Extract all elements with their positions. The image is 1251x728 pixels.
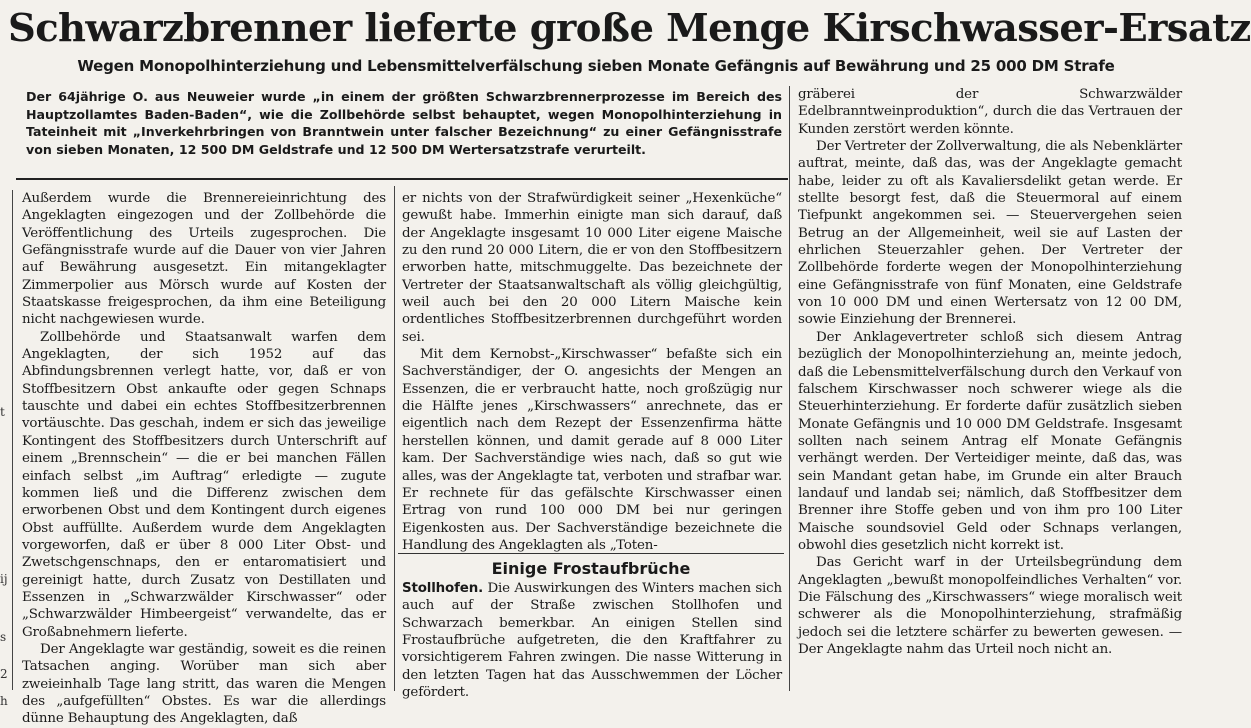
paragraph: Der Vertreter der Zollverwaltung, die als Nebenklärter auftrat, meinte, daß das, was der Angeklagte gemacht habe, leider zu oft als Kavaliersdelikt getan werde. Er stellte besorgt fest, daß die Steuermoral auf einem Tiefpunkt angekommen sei. — Steuervergehen seien Betrug an der Allgemeinheit, weil sie auf Lasten der ehrlichen Steuerzahler gehen. Der Vertreter der Zollbehörde forderte wegen der Monopolhinterziehung eine Gefängnisstrafe von fünf Monaten, eine Geldstrafe von 10 000 DM und einen Wertersatz von 12 00 DM, sowie Einziehung der Brennerei. [798, 139, 1182, 328]
margin-fragments [0, 190, 8, 709]
paragraph: Der Angeklagte war geständig, soweit es die reinen Tatsachen anging. Worüber man sich aber zweieinhalb Tage lang stritt, das waren die Mengen des „aufgefüllten“ Obstes. Es war die allerdings dünne Behauptung des Angeklagten, daß [22, 641, 386, 727]
article-column-3 [798, 86, 1182, 658]
dateline: Stollhofen. [402, 581, 484, 596]
paragraph: Zollbehörde und Staatsanwalt warfen dem Angeklagten, der sich 1952 auf das Abfindungsbrennen verlegt hatte, vor, daß er von Stoffbesitzern Obst ankaufte oder gegen Schnaps tauschte und dabei ein echtes Stoffbesitzerbrennen vortäuschte. Das geschah, indem er sich das jeweilige Kontingent des Stoffbesitzers durch Unterschrift auf einem „Brennschein“ — die er bei manchen Fällen einfach selbst „im Auftrag“ erledigte — zugute kommen ließ und die Differenz zwischen dem erworbenen Obst und dem Kontingent durch eigenes Obst auffüllte. Außerdem wurde dem Angeklagten vorgeworfen, daß er über 8 000 Liter Obst- und Zwetschgenschnaps, den er entaromatisiert und gereinigt hatte, durch Zusatz von Destillaten und Essenzen in „Schwarzwälder Kirschwasser“ oder „Schwarzwälder Himbeergeist“ verwandelte, das er Großabnehmern lieferte. [22, 329, 386, 640]
box-rule [398, 553, 784, 554]
margin-fragment: t [0, 405, 5, 419]
lead-paragraph: Der 64jährige O. aus Neuweier wurde „in einem der größten Schwarzbrennerprozesse im Bereich des Hauptzollamtes Baden-Baden“, wie die Zollbehörde selbst behauptet, wegen Monopolhinterziehung in Tateinheit mit „Inverkehrbringen von Branntwein unter falscher Bezeichnung“ zu einer Gefängnisstrafe von sieben Monaten, 12 500 DM Geldstrafe und 12 500 DM Wertersatzstrafe verurteilt. [26, 89, 782, 157]
box-title: Einige Frostaufbrüche [491, 559, 691, 578]
margin-fragment: 2 [0, 667, 8, 682]
margin-fragment: ij [0, 572, 8, 587]
paragraph: er nichts von der Strafwürdigkeit seiner „Hexenküche“ gewußt habe. Immerhin einigte man sich darauf, daß der Angeklagte insgesamt 10 000 Liter eigene Maische zu den rund 20 000 Litern, die er von den Stoffbesitzern erworben hatte, mitschmuggelte. Das bezeichnete der Vertreter der Staatsanwaltschaft als völlig gleichgültig, weil auch bei den 20 000 Litern Maische kein ordentliches Stoffbesitzerbrennen durchgeführt worden sei. [402, 191, 782, 345]
paragraph: Mit dem Kernobst-„Kirschwasser“ befaßte sich ein Sachverständiger, der O. angesichts der Mengen an Essenzen, die er verbraucht hatte, noch großzügig nur die Hälfte jenes „Kirschwassers“ anrechnete, das er eigentlich nach dem Rezept der Essenzenfirma hätte herstellen können, und damit gerade auf 8 000 Liter kam. Der Sachverständige wies nach, daß so gut wie alles, was der Angeklagte tat, verboten und strafbar war. Er rechnete für das gefälschte Kirschwasser einen Ertrag von rund 100 000 DM bei nur geringen Eigenkosten aus. Der Sachverständige bezeichnete die Handlung des Angeklagten als „Toten- [402, 347, 782, 553]
article-column-2 [402, 190, 782, 554]
paragraph: Der Anklagevertreter schloß sich diesem Antrag bezüglich der Monopolhinterziehung an, meinte jedoch, daß die Lebensmittelverfälschung durch den Verkauf von falschem Kirschwasser noch schwerer wiege als die Steuerhinterziehung. Er forderte dafür zusätzlich sieben Monate Gefängnis und 10 000 DM Geldstrafe. Insgesamt sollten nach seinem Antrag elf Monate Gefängnis verhängt werden. Der Verteidiger meinte, daß das, was sein Mandant getan habe, im Grunde ein alter Brauch landauf und landab sei; nämlich, daß Stoffbesitzer dem Brenner ihre Stoffe geben und von ihm pro 100 Liter Maische soundsoviel Geld oder Schnaps verlangen, obwohl dies gesetzlich nicht korrekt ist. [798, 329, 1182, 553]
headline: Schwarzbrenner lieferte große Menge Kirschwasser-Ersatz [8, 6, 1251, 51]
box-article [402, 580, 782, 701]
column-rule [789, 86, 790, 691]
article-column-1 [22, 190, 386, 728]
margin-fragment: h [0, 694, 8, 709]
paragraph: gräberei der Schwarzwälder Edelbranntweinproduktion“, durch die das Vertrauen der Kunden zerstört werden könnte. [798, 87, 1182, 137]
margin-fragment: s [0, 629, 7, 644]
paragraph: Das Gericht warf in der Urteilsbegründung dem Angeklagten „bewußt monopolfeindliches Verhalten“ vor. Die Fälschung des „Kirschwassers“ wiege moralisch weit schwerer als die Monopolhinterziehung, strafmäßig jedoch sei die letztere schärfer zu bewerten gewesen. — Der Angeklagte nahm das Urteil noch nicht an. [798, 555, 1182, 657]
paragraph: Außerdem wurde die Brennereieinrichtung des Angeklagten eingezogen und der Zollbehörde die Veröffentlichung des Urteils zugesprochen. Die Gefängnisstrafe wurde auf die Dauer von vier Jahren auf Bewährung ausgesetzt. Ein mitangeklagter Zimmerpolier aus Mörsch wurde auf Kosten der Staatskasse freigesprochen, da ihm eine Beteiligung nicht nachgewiesen wurde. [22, 191, 386, 328]
box-text: Die Auswirkungen des Winters machen sich auch auf der Straße zwischen Stollhofen und Schwarzach bemerkbar. An einigen Stellen sind Frostaufbrüche aufgetreten, die den Kraftfahrer zu vorsichtigerem Fahren zwingen. Die nasse Witterung in den letzten Tagen hat das Ausschwemmen der Löcher gefördert. [402, 581, 782, 701]
lead-divider [16, 178, 788, 180]
column-rule [394, 186, 395, 691]
subheadline: Wegen Monopolhinterziehung und Lebensmittelverfälschung sieben Monate Gefängnis auf Bewährung und 25 000 DM Strafe [77, 57, 1115, 75]
column-rule [12, 190, 13, 690]
paragraph [402, 580, 782, 701]
